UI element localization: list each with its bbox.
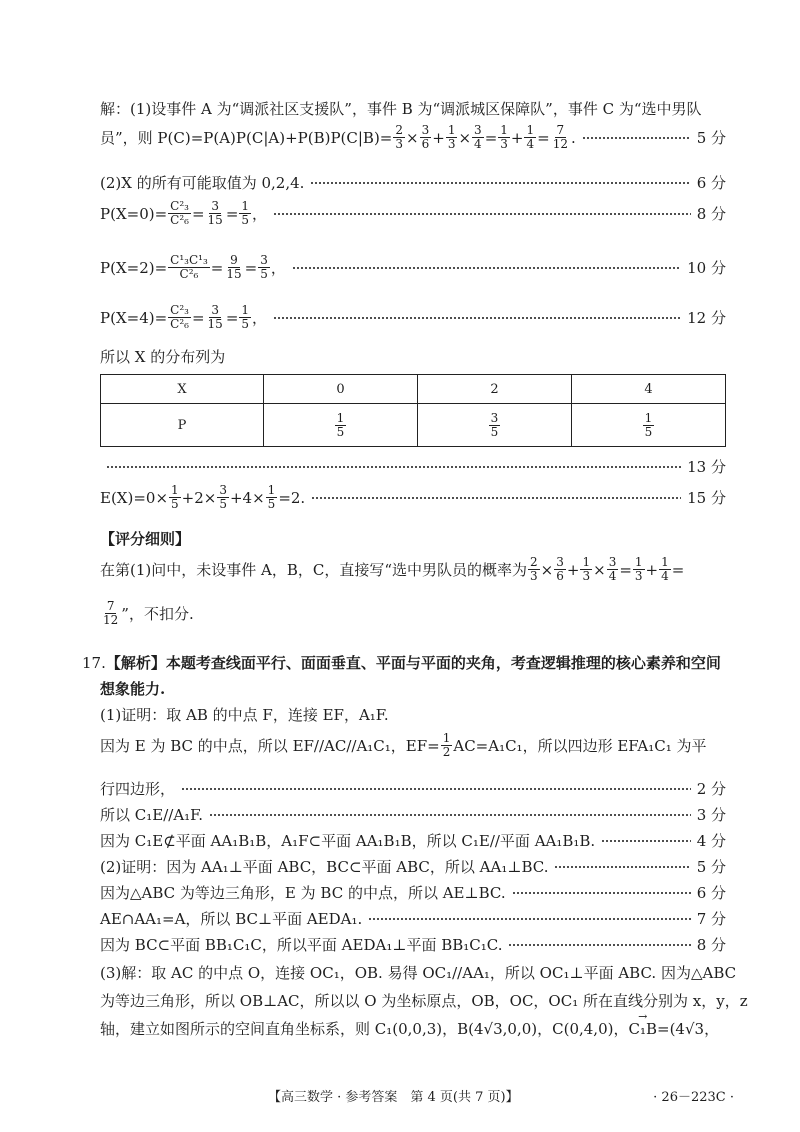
fraction: $\frac{7}{12}$	[552, 123, 568, 151]
answer-line: AE∩AA₁=A，所以 BC⊥平面 AEDA₁. 7 分	[100, 910, 726, 928]
score: 15 分	[687, 489, 726, 507]
answer-line-p2: P(X=2)= $\frac{\text{C¹₃C¹₃}}{\text{C²₆}}$ = $\frac{9}{15}$ = $\frac{3}{5}$ ， 10 分	[100, 253, 726, 281]
answer-line: 因为△ABC 为等边三角形，E 为 BC 的中点，所以 AE⊥BC. 6 分	[100, 884, 726, 902]
table-cell: $\frac{1}{5}$	[264, 404, 418, 447]
answer-line-table-score	[100, 456, 726, 477]
answer-line-p4: P(X=4)= $\frac{\text{C²₃}}{\text{C²₆}}$ = $\frac{3}{15}$ = $\frac{1}{5}$ ， 12 分	[100, 303, 726, 331]
leader-dots	[273, 213, 691, 215]
answer-line-2: (2)X 的所有可能取值为 0,2,4. 6 分	[100, 174, 726, 192]
leader-dots	[181, 788, 691, 790]
answer-line-ex: E(X)=0× $\frac{1}{5}$ +2× $\frac{3}{5}$ +4× $\frac{1}{5}$ =2. 15 分	[100, 483, 726, 511]
answer-line: 因为 BC⊂平面 BB₁C₁C，所以平面 AEDA₁⊥平面 BB₁C₁C. 8 分	[100, 936, 726, 954]
table-row	[101, 375, 726, 404]
score: 13 分	[687, 458, 726, 476]
table-cell: $\frac{1}{5}$	[572, 404, 726, 447]
leader-dots	[368, 918, 690, 920]
leader-dots	[554, 866, 690, 868]
analysis-line-2: 想象能力.	[100, 680, 166, 698]
fraction: $\frac{1}{4}$	[526, 123, 535, 151]
text-line: 为等边三角形，所以 OB⊥AC，所以以 O 为坐标原点，OB，OC，OC₁ 所在直线分别为 x，y，z	[100, 992, 748, 1010]
text-line: 解：(1)设事件 A 为“调派社区支援队”，事件 B 为“调派城区保障队”，事件 C 为“选中男队	[100, 100, 702, 118]
table-cell: 0	[264, 375, 418, 404]
leader-dots	[273, 317, 681, 319]
fraction: $\frac{3}{6}$	[421, 123, 430, 151]
leader-dots	[582, 137, 691, 139]
leader-dots	[601, 840, 690, 842]
text-line: 轴，建立如图所示的空间直角坐标系，则 C₁(0,0,3)，B(4√3,0,0)，C(0,4,0)，→ C₁B=(4√3，	[100, 1018, 726, 1039]
distribution-table	[100, 374, 726, 447]
fraction: $\frac{2}{3}$	[395, 123, 404, 151]
table-cell: 4	[572, 375, 726, 404]
fraction: $\frac{1}{3}$	[500, 123, 508, 151]
table-row	[101, 404, 726, 447]
table-cell: $\frac{3}{5}$	[418, 404, 572, 447]
score: 6 分	[696, 174, 726, 192]
leader-dots	[292, 267, 681, 269]
grading-line: 在第(1)问中，未设事件 A，B，C，直接写“选中男队员的概率为 $\frac{2}{3}$ × $\frac{3}{6}$ + $\frac{1}{3}$ × $\frac{3}{4}$ = $\frac{1}{3}$ + $\frac{1}{4}$ =	[100, 555, 685, 583]
score: 12 分	[687, 309, 726, 327]
answer-line-1: 员”，则 P(C)=P(A)P(C|A)+P(B)P(C|B)= $\frac{2}{3}$ × $\frac{3}{6}$ + $\frac{1}{3}$ × $\frac{3}{4}$ = $\frac{1}{3}$ + $\frac{1}{4}$ = $\frac{7}{12}$ . 5 分	[100, 123, 726, 151]
leader-dots	[508, 944, 690, 946]
answer-line-p0: P(X=0)= $\frac{\text{C²₃}}{\text{C²₆}}$ = $\frac{3}{15}$ = $\frac{1}{5}$ ， 8 分	[100, 199, 726, 227]
leader-dots	[106, 466, 681, 468]
leader-dots	[311, 497, 681, 499]
section-title: 【评分细则】	[100, 530, 191, 548]
fraction: $\frac{3}{4}$	[474, 123, 482, 151]
leader-dots	[512, 892, 691, 894]
answer-line: 所以 C₁E//A₁F. 3 分	[100, 806, 726, 824]
score: 8 分	[696, 205, 726, 223]
text-line: 所以 X 的分布列为	[100, 348, 226, 366]
score: 10 分	[687, 259, 726, 277]
answer-line: 行四边形， 2 分	[100, 780, 726, 798]
leader-dots	[209, 814, 691, 816]
text-line: 因为 E 为 BC 的中点，所以 EF//AC//A₁C₁，EF= $\frac{1}{2}$ AC=A₁C₁，所以四边形 EFA₁C₁ 为平	[100, 731, 707, 759]
score: 5 分	[696, 129, 726, 147]
analysis-line: 17.【解析】本题考查线面平行、面面垂直、平面与平面的夹角，考查逻辑推理的核心素养和空间	[82, 654, 721, 672]
text-line: (3)解：取 AC 的中点 O，连接 OC₁，OB. 易得 OC₁//AA₁，所以 OC₁⊥平面 ABC. 因为△ABC	[100, 964, 737, 982]
leader-dots	[310, 182, 690, 184]
table-cell: X	[101, 375, 264, 404]
footer-code: · 26－223C ·	[653, 1090, 734, 1105]
text-line: (1)证明：取 AB 的中点 F，连接 EF，A₁F.	[100, 706, 389, 724]
answer-line: (2)证明：因为 AA₁⊥平面 ABC，BC⊂平面 ABC，所以 AA₁⊥BC. 5 分	[100, 858, 726, 876]
fraction: $\frac{1}{3}$	[447, 123, 456, 151]
answer-line: 因为 C₁E⊄平面 AA₁B₁B，A₁F⊂平面 AA₁B₁B，所以 C₁E//平面 AA₁B₁B. 4 分	[100, 832, 726, 850]
vector-c1b: → C₁B	[628, 1020, 657, 1038]
footer-center: 【高三数学 · 参考答案 第 4 页(共 7 页)】	[268, 1090, 519, 1105]
grading-line-2: $\frac{7}{12}$ ”，不扣分.	[103, 599, 194, 627]
table-cell: P	[101, 404, 264, 447]
table-cell: 2	[418, 375, 572, 404]
